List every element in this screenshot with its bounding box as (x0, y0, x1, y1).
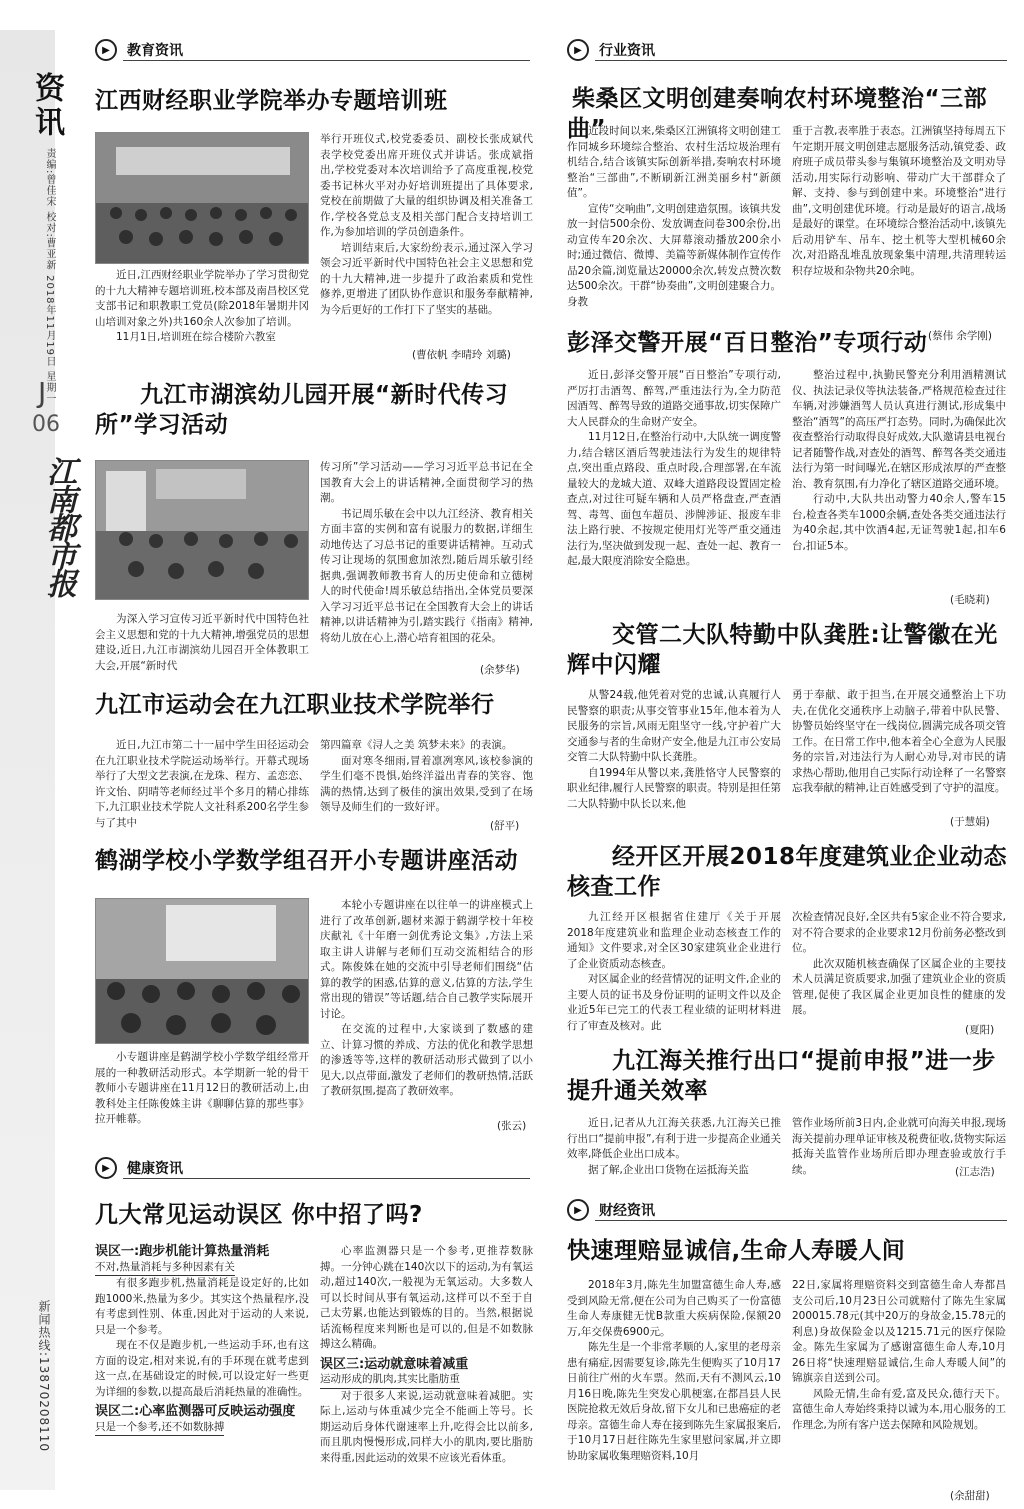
article-paragraph: 行动中,大队共出动警力40余人,警车15台,检查各类车1000余辆,查处各类交通违法行为40余起,其中饮酒4起,无证驾驶1起,扣车6台,扣证5本。 (792, 493, 1006, 552)
subheading-tag: 只是一个参考,还不如数脉搏 (95, 1420, 224, 1437)
subheading: 误区二:心率监测器可反映运动强度 (95, 1404, 296, 1419)
headline: 鹤湖学校小学数学组召开小专题讲座活动 (95, 848, 518, 874)
byline: (张云) (497, 1120, 527, 1132)
article-paragraph: 现在不仅是跑步机,一些运动手环,也有这方面的设定,相对来说,有的手环现在就考虑到这一点,在基础设定的时候,可以设定好一些更为详细的参数,以提高最后消耗热量的准确性。 (95, 1339, 309, 1398)
byline: (于慧娟) (950, 816, 990, 828)
byline: (曹依帆 李晴玲 刘璐) (412, 349, 511, 361)
article-paragraph: 对区属企业的经营情况的证明文件,企业的主要人员的证书及身份证明的证明文件以及企业近5年已完工的代表工程业绩的证明材料进行了审查及核对。此 (567, 973, 781, 1032)
section-header-finance (567, 1198, 1007, 1222)
article-body: 重于言教,表率胜于表态。江洲镇坚持每周五下午定期开展文明创建志愿服务活动,镇党委、政府班子成员带头参与集镇环境整治及文明劝导活动,用实际行动影响、带动广大干部群众了解、支持、参与到创建中来。环境整治“进行曲”,文明创建优环境。行动是最好的语言,战场是最好的课堂。在环境综合整治活动中,该镇先后动用铲车、吊车、挖土机等大型机械60余次,对沿路乱堆乱放现象集中清理,共清理转运积存垃圾和杂物共20余吨。 (792, 125, 1006, 277)
photo-training (95, 132, 309, 264)
section-name: 教育资讯 (127, 43, 183, 59)
byline: (蔡伟 余学刚) (928, 330, 993, 342)
subheading-tag: 运动形成的肌肉,其实比脂肪重 (320, 1372, 460, 1389)
article-body (567, 1278, 781, 1464)
article-paragraph: 宣传“交响曲”,文明创建造氛围。该镇共发放一封信500余份、发放调查问卷300余份,出动宣传车20余次、大屏幕滚动播放200余小时;通过微信、微博、美篇等新媒体制作宣传作品20余篇,浏览量达20000余次,转发点赞次数达500余次。干群“协奏曲”,文明创建聚合力。身教 (567, 202, 781, 308)
page-letter: J (38, 376, 47, 409)
article-paragraph: 培训结束后,大家纷纷表示,通过深入学习领会习近平新时代中国特色社会主义思想和党的十九大精神,进一步提升了政治素质和党性修养,更增进了团队协作意识和服务奉献精神,为今后更好的工作打下了坚实的基础。 (320, 241, 533, 316)
article-paragraph: 在交流的过程中,大家谈到了数感的建立、计算习惯的养成、方法的优化和教学思想的渗透等等,这样的教研活动形式做到了以小见大,以点带面,激发了老师们的教研热情,活跃了教研氛围,提高了教研效率。 (320, 1023, 533, 1097)
play-icon: ▶ (95, 1157, 117, 1179)
subheading: 误区三:运动就意味着减重 (320, 1356, 469, 1372)
article-paragraph: 22日,家属将理赔资料交到富德生命人寿都昌支公司后,10月23日公司就赔付了陈先生家属200015.78元(其中20万的身故金,15.78元的利息)身故保险金以及1215.71元的医疗保险金。陈先生家属为了感谢富德生命人寿,10月26日将“快速理赔显诚信,生命人寿暖人间”的锦旗亲自送到公司。 (792, 1279, 1006, 1384)
article-body (320, 132, 533, 318)
byline: (余甜甜) (950, 1490, 990, 1502)
byline: (江志浩) (955, 1166, 995, 1178)
news-hotline: 新闻热线:13870208110 (37, 1300, 51, 1453)
article-paragraph: 据了解,企业出口货物在运抵海关监 (588, 1163, 749, 1176)
headline: 九江市运动会在九江职业技术学院举行 (95, 692, 495, 718)
article-paragraph: 风险无情,生命有爱,富及民众,德行天下。富德生命人寿始终秉持以诚为本,用心服务的工作理念,为所有客户送去保障和风险规划。 (792, 1387, 1006, 1431)
article-paragraph: 传习所”学习活动——学习习近平总书记在全国教育大会上的讲话精神,全面贯彻学习的热潮。 (320, 461, 533, 504)
issue-meta: 责编:曾佳宋 校对:曹亚新 2018年11月19日 星期一 (44, 148, 55, 405)
article-body (567, 368, 781, 570)
article-paragraph: 陈先生是一个非常孝顺的人,家里的老母亲患有痛症,因需要复诊,陈先生便购买了10月17日前往广州的火车票。然而,天有不测风云,10月16日晚,陈先生突发心肌梗塞,在都昌县人民医院抢救无效后身故,留下女儿和已患癌症的老母亲。富德生命人寿在接到陈先生家属报案后,于10月17日赶往陈先生家里慰问家属,并立即协助家属收集理赔资料,10月 (567, 1341, 781, 1462)
article-body (792, 368, 1006, 554)
headline: 柴桑区文明创建奏响农村环境整治“三部曲” (567, 86, 988, 142)
article-paragraph: 有很多跑步机,热量消耗是设定好的,比如跑1000米,热量为多少。其实这个热量程序,没有考虑到性别、体重,因此对于运动的人来说,只是一个参考。 (95, 1277, 309, 1336)
article-body (792, 1278, 1006, 1433)
play-icon: ▶ (95, 39, 117, 61)
headline: 九江市湖滨幼儿园开展“新时代传习所”学习活动 (95, 382, 509, 438)
section-name: 财经资讯 (599, 1203, 655, 1219)
article-body (567, 1116, 781, 1178)
page-number: 06 (32, 412, 60, 437)
subheading: 误区一:跑步机能计算热量消耗 (95, 1244, 270, 1259)
article-paragraph: 整治过程中,执勤民警充分利用酒精测试仪、执法记录仪等执法装备,严格规范检查过往车辆,对涉嫌酒驾人员认真进行测试,形成集中整治“酒驾”的高压严打态势。同时,为确保此次夜查整治行动取得良好成效,大队邀请县电视台记者随警作战,对查处的酒驾、醉驾各类交通违法行为第一时间曝光,在辖区形成浓厚的严查整治、教育氛围,有力净化了辖区道路交通环境。 (792, 369, 1006, 490)
article-body (567, 688, 781, 812)
photo-caption (95, 268, 309, 346)
article-paragraph: 近段时间以来,柴桑区江洲镇将文明创建工作同城乡环境综合整治、农村生活垃圾治理有机结合,结合该镇实际创新举措,奏响农村环境整治“三部曲”,不断刷新江洲美丽乡村“新颜值”。 (567, 125, 781, 199)
byline: (毛晓莉) (950, 594, 990, 606)
article-paragraph: 近日,彭泽交警开展“百日整治”专项行动,严厉打击酒驾、醉驾,严重违法行为,全力防范因酒驾、醉驾导致的道路交通事故,切实保障广大人民群众的生命财产安全。 (567, 369, 781, 428)
article-paragraph: 对于很多人来说,运动就意味着减肥。实际上,运动与体重减少完全不能画上等号。长期运动后身体代谢速率上升,吃得会比以前多,而且肌肉慢慢形成,同样大小的肌肉,要比脂肪来得重,因此运动的效果不应该光看体重。 (320, 1389, 533, 1464)
article-paragraph: 此次双随机核查确保了区属企业的主要技术人员满足资质要求,加强了建筑业企业的资质管理,促使了我区属企业更加良性的健康的发展。 (792, 957, 1006, 1016)
article-paragraph: 自1994年从警以来,龚胜恪守人民警察的职业纪律,履行人民警察的职责。特别是担任第二大队特勤中队长以来,他 (567, 766, 781, 810)
article-body (567, 910, 781, 1034)
article-paragraph: 11月12日,在整治行动中,大队统一调度警力,结合辖区酒后驾驶违法行为发生的规律特点,突出重点路段、重点时段,合理部署,在车流量较大的龙城大道、双峰大道路段设置固定检查点,对过往可疑车辆和人员严格盘查,严查酒驾、毒驾、面包车超员、涉牌涉证、报废车非法上路行驶、不按规定使用灯光等严重交通违法行为,坚决做到发现一起、查处一起、教育一起,最大限度消除安全隐患。 (567, 431, 781, 567)
section-header-industry (567, 38, 1007, 62)
byline: (夏阳) (965, 1024, 995, 1036)
photo-caption: 为深入学习宣传习近平新时代中国特色社会主义思想和党的十九大精神,增强党员的思想建设,近日,九江市湖滨幼儿园召开全体教职工大会,开展“新时代 (95, 613, 309, 672)
headline: 快速理赔显诚信,生命人寿暖人间 (567, 1238, 906, 1264)
article-body (792, 910, 1006, 1019)
play-icon: ▶ (567, 1199, 589, 1221)
photo-math-lecture (95, 898, 309, 1044)
article-paragraph: 九江经开区根据省住建厅《关于开展2018年度建筑业和监理企业动态核查工作的通知》文件要求,对全区30家建筑业企业进行了企业资质动态核查。 (567, 911, 781, 970)
newspaper-logo: 江南都市报 (41, 456, 76, 596)
caption-text: 近日,江西财经职业学院举办了学习贯彻党的十九大精神专题培训班,校本部及南昌校区党支部书记和职教职工党员(除2018年暑期井冈山培训对象之外)共160余人次参加了培训。 (95, 269, 309, 328)
article-paragraph: 第四篇章《浔人之美 筑梦未来》的表演。 (320, 739, 513, 751)
article-body: 近日,九江市第二十一届中学生田径运动会在九江职业技术学院运动场举行。开幕式现场举行了大型文艺表演,在龙珠、程方、孟恋恋、许文怡、阴晴等老师经过半个多月的精心排练下,九江职业技术学院人文社科系200名学生参与了其中 (95, 739, 309, 829)
article-paragraph: 面对寒冬细雨,冒着凛冽寒风,该校参演的学生们毫不畏惧,始终洋溢出青春的笑容、饱满的热情,达到了极佳的演出效果,受到了在场领导及师生们的一致好评。 (320, 754, 533, 813)
section-header-health (95, 1156, 530, 1180)
headline: 彭泽交警开展“百日整治”专项行动 (567, 330, 928, 356)
headline: 几大常见运动误区 你中招了吗? (95, 1202, 423, 1228)
headline: 江西财经职业学院举办专题培训班 (95, 88, 448, 114)
play-icon: ▶ (567, 39, 589, 61)
section-name: 健康资讯 (127, 1161, 183, 1177)
section-name: 行业资讯 (599, 43, 655, 59)
caption-text-2: 11月1日,培训班在综合楼阶六教室 (116, 331, 276, 343)
article-paragraph: 本轮小专题讲座在以往单一的讲座模式上进行了改革创新,题材来源于鹤湖学校十年校庆献礼《十年磨一剑优秀论文集》,方法上采取主讲人讲解与老师们互动交流相结合的形式。陈俊姝在她的交流中引导老师们围绕“估算的教学的困惑,估算的意义,估算的方法,学生常出现的错误”等话题,结合自己教学实际展开讨论。 (320, 899, 533, 1020)
article-body (320, 1244, 533, 1466)
headline: 经开区开展2018年度建筑业企业动态核查工作 (567, 844, 1008, 900)
photo-caption: 小专题讲座是鹤湖学校小学数学组经常开展的一种教研活动形式。本学期新一轮的骨干教师小专题讲座在11月12日的教研活动上,由教科处主任陈俊姝主讲《聊聊估算的那些事》拉开帷幕。 (95, 1051, 309, 1125)
article-body: 勇于奉献、敢于担当,在开展交通整治上下功夫,在优化交通秩序上动脑子,带着中队民警、协警员始终坚守在一线岗位,圆满完成各项交管工作。在日常工作中,他本着全心全意为人民服务的宗旨,对违法行为人耐心劝导,对市民的请求热心帮助,他用自己实际行动诠释了一名警察忘我奉献的精神,让百姓感受到了守护的温度。 (792, 689, 1006, 794)
article-body (567, 124, 781, 310)
section-title: 资讯 (29, 72, 64, 140)
article-body (320, 460, 533, 646)
article-paragraph: 书记周乐敏在会中以九江经济、教育相关方面丰富的实例和富有说服力的数据,详细生动地传达了习总书记的重要讲话精神。互动式传习让现场的氛围愈加浓烈,随后周乐敏引经据典,强调教师教书育人的历史使命和立德树人的时代使命!周乐敏总结指出,全体党员要深入学习习近平总书记在全国教育大会上的讲话精神,以讲话精神为引,踏实践行《指南》精神,将幼儿放在心上,潜心培育祖国的花朵。 (320, 507, 533, 644)
photo-kindergarten (95, 460, 309, 600)
byline: (舒平) (490, 820, 520, 832)
subheading-tag: 不对,热量消耗与多种因素有关 (95, 1260, 235, 1277)
article-paragraph: 从警24载,他凭着对党的忠诚,认真履行人民警察的职责;从事交管事业15年,他本着为人民服务的宗旨,风雨无阻坚守一线,守护着广大交通参与者的生命财产安全,他是九江市公安局交管二大队特勤中队长龚胜。 (567, 689, 781, 763)
article-paragraph: 心率监测器只是一个参考,更推荐数脉搏。一分钟心跳在140次以下的运动,为有氧运动,超过140次,一般视为无氧运动。大多数人可以长时间从事有氧运动,这样可以不至于自己太劳累,也能达到锻炼的目的。当然,根据说话流畅程度来判断也是可以的,但是不如数脉搏这么精确。 (320, 1245, 533, 1350)
article-paragraph: 2018年3月,陈先生加盟富德生命人寿,感受到风险无常,便在公司为自己购买了一份富德生命人寿康健无忧B款重大疾病保险,保额20万,年交保费6900元。 (567, 1279, 781, 1338)
article-paragraph: 举行开班仪式,校党委委员、副校长张成斌代表学校党委出席开班仪式并讲话。张成斌指出,学校党委对本次培训给予了高度重视,校党委书记林火平对办好培训班提出了具体要求,党校在前期做了大量的组织协调及相关准备工作,学校各党总支及相关部门配合支持培训工作,为参加培训的学员创造条件。 (320, 133, 533, 238)
sidebar (0, 0, 78, 1509)
article-body (95, 1244, 309, 1436)
article-body (320, 898, 533, 1100)
byline: (余梦华) (480, 664, 520, 676)
headline: 交管二大队特勤中队龚胜:让警徽在光辉中闪耀 (567, 622, 998, 678)
section-header-education (95, 38, 530, 62)
headline: 九江海关推行出口“提前申报”进一步提升通关效率 (567, 1048, 996, 1104)
article-body (320, 738, 533, 816)
article-paragraph: 次检查情况良好,全区共有5家企业不符合要求,对不符合要求的企业要求12月份前务必整改到位。 (792, 911, 1006, 954)
article-body: 管作业场所前3日内,企业就可向海关申报,现场海关提前办理单证审核及税费征收,货物实际运抵海关监管作业场所后即办理查验或放行手续。 (792, 1117, 1006, 1176)
article-paragraph: 近日,记者从九江海关获悉,九江海关已推行出口“提前申报”,有利于进一步提高企业通关效率,降低企业出口成本。 (567, 1117, 781, 1160)
